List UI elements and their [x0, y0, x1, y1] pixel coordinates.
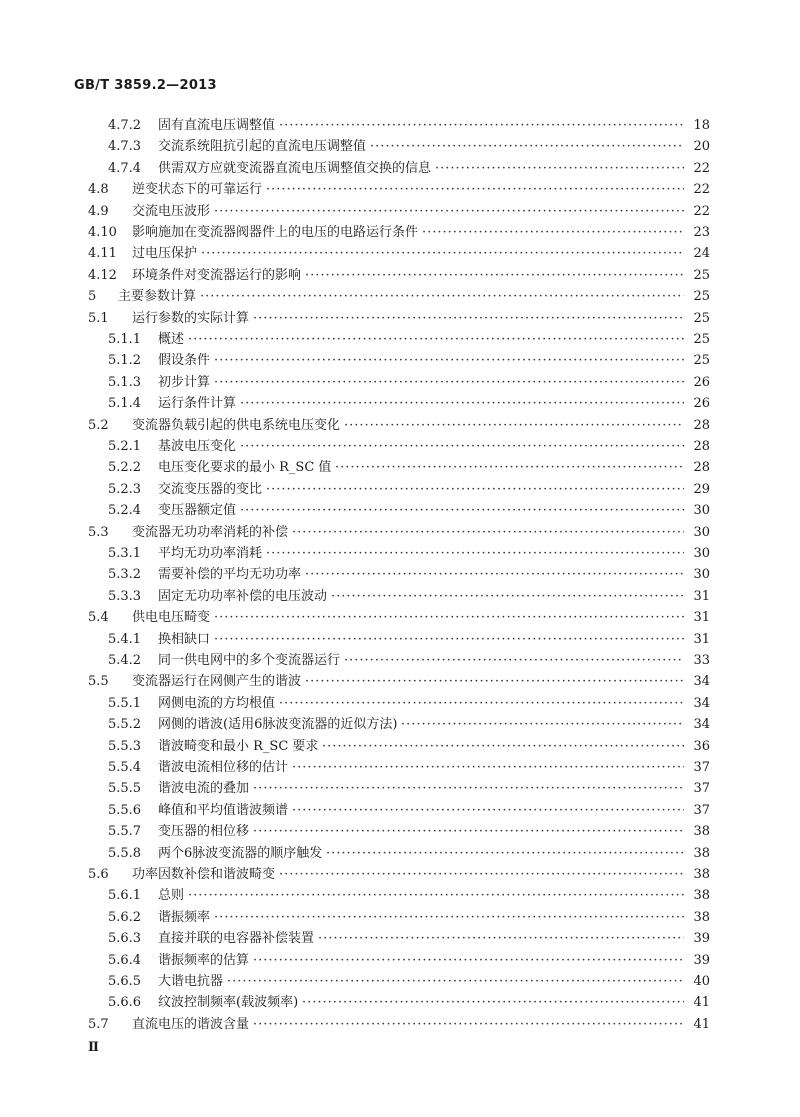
toc-entry-title: 变压器的相位移 — [158, 824, 250, 839]
toc-entry-number: 5.6.6 — [108, 995, 142, 1010]
toc-entry-page: 22 — [693, 182, 710, 197]
toc-leader-dots — [344, 416, 684, 436]
toc-entry-number: 5.5.5 — [108, 781, 142, 796]
toc-entry-title: 变流器负载引起的供电系统电压变化 — [132, 418, 341, 433]
toc-leader-dots — [326, 844, 684, 864]
toc-entry-title: 供需双方应就变流器直流电压调整值交换的信息 — [158, 161, 432, 176]
toc-entry-number: 5.1.4 — [108, 396, 142, 411]
toc-entry[interactable] — [0, 758, 800, 778]
toc-entry[interactable] — [0, 137, 800, 157]
toc-entry-title: 变压器额定值 — [158, 503, 237, 518]
toc-leader-dots — [214, 373, 684, 393]
toc-entry-number: 5.6.3 — [108, 931, 142, 946]
toc-entry-title: 运行条件计算 — [158, 396, 237, 411]
toc-entry-page: 30 — [693, 503, 710, 518]
toc-leader-dots — [214, 908, 684, 928]
toc-entry-number: 4.10 — [88, 225, 117, 240]
toc-entry-title: 初步计算 — [158, 375, 211, 390]
toc-entry-title: 交流电压波形 — [132, 204, 211, 219]
toc-entry[interactable] — [0, 587, 800, 607]
toc-entry-page: 38 — [693, 888, 710, 903]
toc-entry-number: 4.7.3 — [108, 139, 142, 154]
toc-leader-dots — [253, 822, 684, 842]
toc-entry-number: 5.6.5 — [108, 974, 142, 989]
toc-leader-dots — [266, 180, 684, 200]
toc-entry[interactable] — [0, 929, 800, 949]
toc-leader-dots — [253, 779, 684, 799]
toc-entry-number: 5.7 — [88, 1017, 109, 1032]
toc-leader-dots — [214, 608, 684, 628]
toc-entry-number: 5.5.4 — [108, 760, 142, 775]
toc-entry-number: 5.4.2 — [108, 653, 142, 668]
toc-entry-number: 5.5.2 — [108, 717, 142, 732]
toc-entry-page: 22 — [693, 161, 710, 176]
toc-entry-number: 5.4 — [88, 610, 109, 625]
page-number-roman: Ⅱ — [88, 1040, 99, 1055]
toc-entry-number: 5.2.2 — [108, 460, 142, 475]
toc-entry[interactable] — [0, 886, 800, 906]
toc-entry[interactable] — [0, 437, 800, 457]
toc-entry-title: 峰值和平均值谐波频谱 — [158, 803, 289, 818]
toc-entry[interactable] — [0, 523, 800, 543]
toc-leader-dots — [335, 458, 684, 478]
toc-entry-page: 41 — [693, 995, 710, 1010]
toc-entry-title: 概述 — [158, 332, 185, 347]
toc-entry-number: 5 — [88, 289, 97, 304]
toc-entry-page: 25 — [693, 332, 710, 347]
toc-entry-page: 31 — [693, 632, 710, 647]
toc-entry-number: 5.3 — [88, 525, 109, 540]
toc-entry-number: 4.11 — [88, 246, 117, 261]
toc-entry-title: 变流器运行在网侧产生的谐波 — [132, 674, 302, 689]
toc-entry-page: 26 — [693, 396, 710, 411]
toc-entry[interactable] — [0, 202, 800, 222]
toc-entry-title: 影响施加在变流器阀器件上的电压的电路运行条件 — [132, 225, 419, 240]
toc-leader-dots — [266, 480, 684, 500]
toc-entry-number: 5.3.1 — [108, 546, 142, 561]
toc-entry-page: 41 — [693, 1017, 710, 1032]
toc-entry-title: 纹波控制频率(载波频率) — [158, 995, 299, 1010]
toc-entry-page: 34 — [693, 717, 710, 732]
toc-entry-page: 34 — [693, 674, 710, 689]
toc-entry[interactable] — [0, 480, 800, 500]
toc-entry-title: 固有直流电压调整值 — [158, 118, 276, 133]
toc-leader-dots — [292, 758, 684, 778]
toc-entry[interactable] — [0, 844, 800, 864]
toc-entry-page: 33 — [693, 653, 710, 668]
toc-entry-number: 5.1.2 — [108, 353, 142, 368]
toc-entry[interactable] — [0, 608, 800, 628]
toc-leader-dots — [401, 715, 684, 735]
toc-entry-number: 5.3.3 — [108, 589, 142, 604]
toc-entry-title: 运行参数的实际计算 — [132, 311, 250, 326]
toc-entry-page: 31 — [693, 610, 710, 625]
toc-entry-page: 37 — [693, 781, 710, 796]
toc-entry[interactable] — [0, 865, 800, 885]
toc-entry-number: 5.1 — [88, 311, 109, 326]
toc-entry-page: 38 — [693, 846, 710, 861]
toc-entry-number: 5.5.6 — [108, 803, 142, 818]
toc-entry[interactable] — [0, 394, 800, 414]
toc-entry-page: 20 — [693, 139, 710, 154]
toc-entry-page: 29 — [693, 482, 710, 497]
toc-entry-number: 5.2.4 — [108, 503, 142, 518]
toc-entry-page: 28 — [693, 439, 710, 454]
toc-entry-title: 网侧的谐波(适用6脉波变流器的近似方法) — [158, 717, 398, 732]
toc-entry[interactable] — [0, 779, 800, 799]
toc-entry[interactable] — [0, 672, 800, 692]
toc-entry-title: 谐波电流相位移的估计 — [158, 760, 289, 775]
toc-entry[interactable] — [0, 116, 800, 136]
toc-entry[interactable] — [0, 951, 800, 971]
toc-entry-page: 25 — [693, 289, 710, 304]
toc-leader-dots — [214, 630, 684, 650]
toc-entry-number: 5.5.8 — [108, 846, 142, 861]
toc-entry-title: 功率因数补偿和谐波畸变 — [132, 867, 276, 882]
toc-leader-dots — [344, 651, 684, 671]
toc-entry-number: 5.2.1 — [108, 439, 142, 454]
toc-leader-dots — [305, 266, 684, 286]
toc-leader-dots — [292, 523, 684, 543]
toc-entry[interactable] — [0, 266, 800, 286]
toc-entry[interactable] — [0, 908, 800, 928]
toc-entry[interactable] — [0, 330, 800, 350]
toc-leader-dots — [422, 223, 684, 243]
toc-entry[interactable] — [0, 458, 800, 478]
toc-leader-dots — [302, 993, 684, 1013]
toc-entry-title: 交流变压器的变比 — [158, 482, 263, 497]
toc-leader-dots — [200, 287, 684, 307]
toc-entry-number: 4.8 — [88, 182, 109, 197]
toc-entry-title: 谐振频率的估算 — [158, 953, 250, 968]
toc-entry-number: 5.2.3 — [108, 482, 142, 497]
toc-entry-title: 直流电压的谐波含量 — [132, 1017, 250, 1032]
toc-entry-number: 4.7.2 — [108, 118, 142, 133]
toc-leader-dots — [322, 737, 684, 757]
toc-leader-dots — [435, 159, 684, 179]
toc-entry-title: 假设条件 — [158, 353, 211, 368]
toc-entry[interactable] — [0, 244, 800, 264]
toc-leader-dots — [279, 694, 684, 714]
toc-leader-dots — [188, 886, 684, 906]
toc-entry-title: 同一供电网中的多个变流器运行 — [158, 653, 341, 668]
toc-entry[interactable] — [0, 287, 800, 307]
toc-leader-dots — [201, 244, 684, 264]
toc-entry-page: 36 — [693, 739, 710, 754]
toc-entry[interactable] — [0, 351, 800, 371]
toc-entry-page: 24 — [693, 246, 710, 261]
toc-entry[interactable] — [0, 223, 800, 243]
toc-entry-page: 23 — [693, 225, 710, 240]
toc-entry-number: 5.6 — [88, 867, 109, 882]
toc-entry[interactable] — [0, 180, 800, 200]
toc-entry-title: 变流器无功功率消耗的补偿 — [132, 525, 289, 540]
standard-id: GB/T 3859.2—2013 — [74, 78, 217, 93]
toc-entry-number: 5.5 — [88, 674, 109, 689]
toc-entry-title: 总则 — [158, 888, 185, 903]
toc-entry-page: 25 — [693, 311, 710, 326]
toc-entry-number: 5.6.4 — [108, 953, 142, 968]
toc-entry-title: 换相缺口 — [158, 632, 211, 647]
toc-entry-page: 38 — [693, 824, 710, 839]
toc-entry[interactable] — [0, 801, 800, 821]
toc-entry-title: 网侧电流的方均根值 — [158, 696, 276, 711]
toc-leader-dots — [331, 587, 684, 607]
toc-entry-page: 38 — [693, 867, 710, 882]
toc-entry-number: 5.5.3 — [108, 739, 142, 754]
toc-entry-page: 28 — [693, 460, 710, 475]
toc-entry-number: 4.7.4 — [108, 161, 142, 176]
toc-leader-dots — [253, 951, 684, 971]
toc-entry[interactable] — [0, 309, 800, 329]
toc-entry[interactable] — [0, 694, 800, 714]
toc-leader-dots — [240, 394, 684, 414]
toc-entry[interactable] — [0, 715, 800, 735]
toc-entry-page: 38 — [693, 910, 710, 925]
toc-entry[interactable] — [0, 373, 800, 393]
toc-entry-page: 37 — [693, 803, 710, 818]
toc-leader-dots — [279, 865, 684, 885]
toc-entry-page: 40 — [693, 974, 710, 989]
toc-entry-number: 5.3.2 — [108, 567, 142, 582]
toc-entry-page: 28 — [693, 418, 710, 433]
toc-entry-number: 5.1.1 — [108, 332, 142, 347]
toc-entry-number: 5.5.7 — [108, 824, 142, 839]
toc-leader-dots — [240, 501, 684, 521]
toc-entry-title: 需要补偿的平均无功功率 — [158, 567, 302, 582]
toc-leader-dots — [214, 351, 684, 371]
toc-entry[interactable] — [0, 630, 800, 650]
toc-entry-number: 5.2 — [88, 418, 109, 433]
toc-leader-dots — [266, 544, 684, 564]
toc-entry[interactable] — [0, 159, 800, 179]
toc-entry-title: 供电电压畸变 — [132, 610, 211, 625]
toc-entry-number: 5.5.1 — [108, 696, 142, 711]
toc-entry-title: 平均无功功率消耗 — [158, 546, 263, 561]
toc-entry-number: 5.6.1 — [108, 888, 142, 903]
toc-entry-page: 37 — [693, 760, 710, 775]
toc-leader-dots — [292, 801, 684, 821]
toc-entry-page: 25 — [693, 268, 710, 283]
toc-entry[interactable] — [0, 651, 800, 671]
toc-entry-page: 22 — [693, 204, 710, 219]
toc-entry-page: 31 — [693, 589, 710, 604]
toc-entry-title: 谐波电流的叠加 — [158, 781, 250, 796]
toc-entry-page: 30 — [693, 567, 710, 582]
toc-entry[interactable] — [0, 822, 800, 842]
toc-entry[interactable] — [0, 993, 800, 1013]
toc-leader-dots — [253, 309, 684, 329]
toc-leader-dots — [370, 137, 684, 157]
toc-entry-page: 39 — [693, 931, 710, 946]
toc-entry[interactable] — [0, 416, 800, 436]
toc-entry[interactable] — [0, 737, 800, 757]
toc-entry-page: 30 — [693, 525, 710, 540]
toc-entry-title: 两个6脉波变流器的顺序触发 — [158, 846, 323, 861]
toc-entry[interactable] — [0, 1015, 800, 1035]
toc-leader-dots — [318, 929, 684, 949]
toc-leader-dots — [253, 1015, 684, 1035]
toc-entry-number: 4.12 — [88, 268, 117, 283]
toc-entry-page: 34 — [693, 696, 710, 711]
toc-entry-title: 固定无功功率补偿的电压波动 — [158, 589, 328, 604]
toc-entry-number: 5.1.3 — [108, 375, 142, 390]
toc-entry-title: 过电压保护 — [132, 246, 198, 261]
toc-entry-number: 5.6.2 — [108, 910, 142, 925]
toc-leader-dots — [240, 437, 684, 457]
toc-entry-title: 大谐电抗器 — [158, 974, 224, 989]
toc-entry-title: 直接并联的电容器补偿装置 — [158, 931, 315, 946]
toc-entry-number: 4.9 — [88, 204, 109, 219]
toc-leader-dots — [305, 672, 684, 692]
toc-entry-title: 逆变状态下的可靠运行 — [132, 182, 263, 197]
toc-leader-dots — [279, 116, 684, 136]
toc-entry-title: 交流系统阻抗引起的直流电压调整值 — [158, 139, 367, 154]
toc-entry-title: 主要参数计算 — [118, 289, 197, 304]
toc-entry[interactable] — [0, 544, 800, 564]
toc-leader-dots — [227, 972, 684, 992]
toc-entry[interactable] — [0, 565, 800, 585]
toc-entry[interactable] — [0, 972, 800, 992]
toc-entry-title: 谐振频率 — [158, 910, 211, 925]
toc-entry-number: 5.4.1 — [108, 632, 142, 647]
toc-entry-page: 39 — [693, 953, 710, 968]
toc-entry-title: 谐波畸变和最小 R_SC 要求 — [158, 739, 319, 754]
toc-entry-page: 25 — [693, 353, 710, 368]
toc-entry-page: 18 — [693, 118, 710, 133]
toc-entry[interactable] — [0, 501, 800, 521]
toc-leader-dots — [188, 330, 684, 350]
toc-entry-title: 基波电压变化 — [158, 439, 237, 454]
toc-entry-title: 环境条件对变流器运行的影响 — [132, 268, 302, 283]
toc-entry-page: 30 — [693, 546, 710, 561]
toc-leader-dots — [214, 202, 684, 222]
toc-entry-page: 26 — [693, 375, 710, 390]
toc-leader-dots — [305, 565, 684, 585]
toc-entry-title: 电压变化要求的最小 R_SC 值 — [158, 460, 332, 475]
